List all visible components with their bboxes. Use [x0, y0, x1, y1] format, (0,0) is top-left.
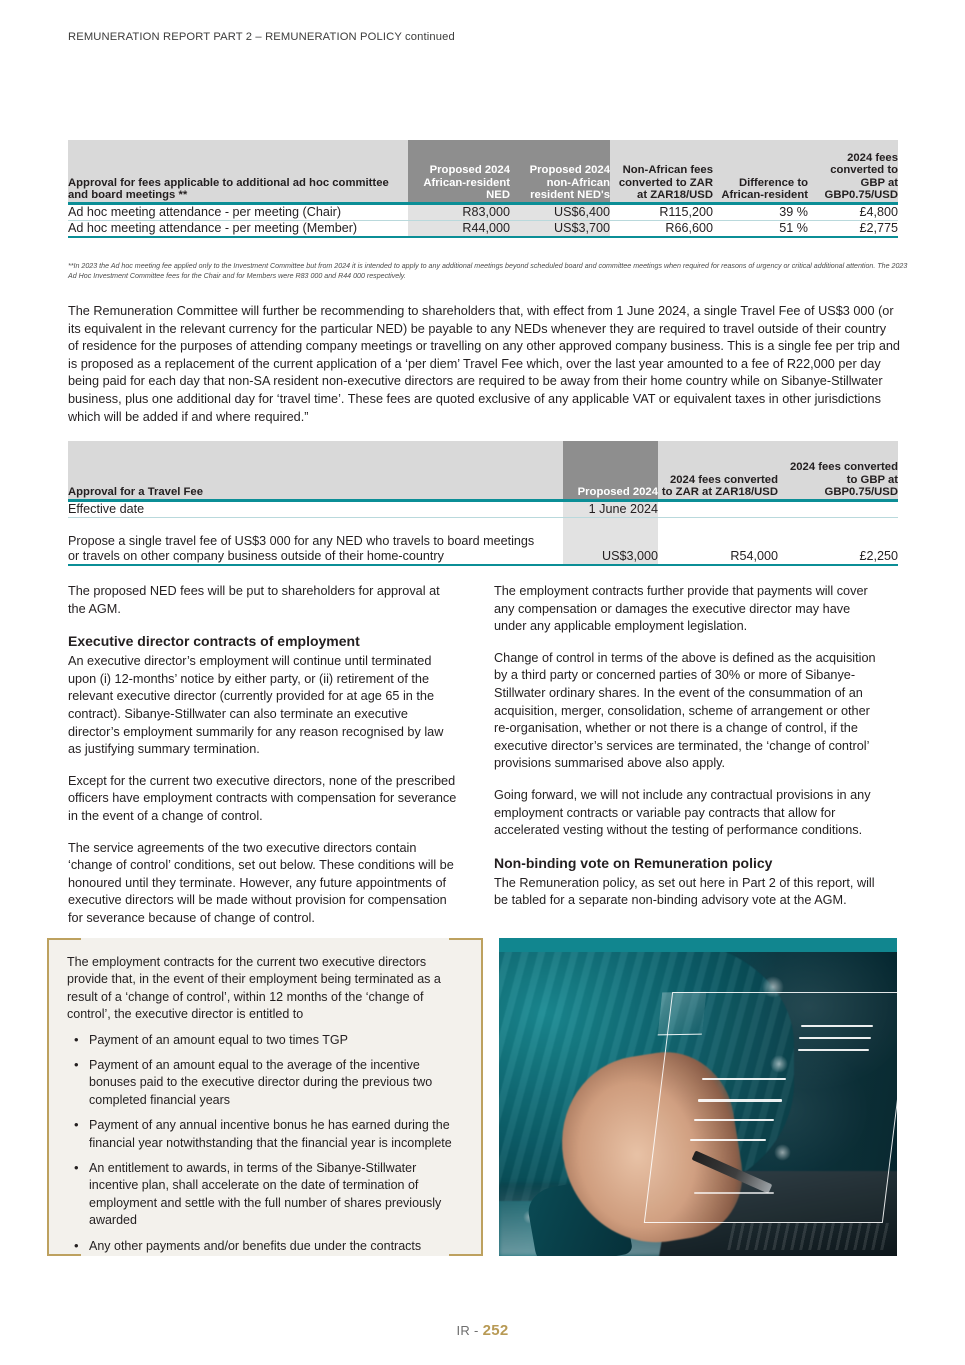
list-item: • Any other payments and/or benefits due under the contracts: [67, 1238, 465, 1255]
cell-travel-fee-gbp: £2,250: [859, 549, 898, 563]
table-row: [68, 502, 898, 517]
right-paragraph-3: Going forward, we will not include any contractual provisions in any employment contracts or variable pay contracts that allow for accelerated vesting without the testing of performance conditions.: [494, 787, 871, 838]
cell-adhoc-member-label: Ad hoc meeting attendance - per meeting (Member): [68, 221, 358, 235]
right-paragraph-4: The Remuneration policy, as set out here in Part 2 of this report, will be tabled for a separate non-binding advisory vote at the AGM.: [494, 875, 875, 908]
callout-border-right: [481, 938, 483, 1256]
cell-effective-date-label: Effective date: [68, 502, 145, 516]
callout-corner-bottom-left: [47, 1222, 81, 1256]
header-approval-adhoc: Approval for fees applicable to additional ad hoc committee and board meetings **: [68, 140, 408, 202]
cell-adhoc-member-african: R44,000: [408, 221, 510, 236]
cell-adhoc-chair-african: R83,000: [408, 205, 510, 220]
callout-corner-bottom-right: [449, 1222, 483, 1256]
callout-lead-text: The employment contracts for the current two executive directors provide that, in the event of their employment being terminated as a result of a ‘change of control’, within 12 months of the ‘change of control’, the executive director is entitled to: [67, 955, 441, 1022]
folio-prefix: IR -: [456, 1323, 483, 1338]
cell-adhoc-member-non-african: US$3,700: [510, 221, 610, 236]
cell-effective-date-gbp: [778, 502, 898, 517]
heading-executive-director-contracts: Executive director contracts of employment: [68, 633, 360, 650]
left-paragraph-2: An executive director’s employment will continue until terminated upon (i) 12-months’ notice by either party, or (ii) retirement of the relevant executive director (currently provided for at age 65 in the contract). Sibanye-Stillwater can also terminate an executive director’s employment summarily for any reason recognised by law as justifying summary termination.: [68, 654, 444, 757]
callout-bullet-list: [67, 1032, 465, 1255]
change-of-control-callout: [47, 938, 483, 1256]
callout-corner-top-left: [47, 938, 81, 972]
cell-adhoc-chair-gbp: £4,800: [859, 205, 898, 219]
header-proposed-non-african-ned: Proposed 2024 non-African resident NED's: [510, 140, 610, 202]
table-adhoc-fees: [68, 140, 898, 238]
table-adhoc-footnote: **In 2023 the Ad hoc meeting fee applied only to the Investment Committee but from 2024 it is intended to apply to any additional meetings beyond scheduled board and committee meetings when required for reasons of urgency or critical additional attention. The 2023 Ad Hoc Investment Committee fees for the Chair and for Members were R83 000 and R44 000 respectively.: [68, 262, 908, 281]
cell-adhoc-chair-non-african: US$6,400: [510, 205, 610, 220]
table-row: [68, 518, 898, 564]
folio-page-number: 252: [482, 1322, 509, 1339]
list-item: • Payment of an amount equal to two times TGP: [67, 1032, 465, 1049]
cell-travel-fee-zar: R54,000: [730, 549, 778, 563]
right-paragraph-1: The employment contracts further provide that payments will cover any compensation or damages the executive director may have under any applicable employment legislation.: [494, 584, 868, 634]
intro-paragraph: The Remuneration Committee will further be recommending to shareholders that, with effect from 1 June 2024, a single Travel Fee of US$3 000 (or its equivalent in the relevant currency for the particular NED) be payable to any NEDs whenever they are required to travel outside of their country of residence for the purposes of attending company meetings or travelling on any other approved company business. This is a single fee per trip and is proposed as a replacement of the current application of a ‘per diem’ Travel Fee which, over the last year amounted to a fee of R22,000 per day being paid for each day that non-SA resident non-executive directors are required to be away from their home country while on Sibanye-Stillwater business, plus one additional day for ‘travel time’. These fees are quoted exclusive of any applicable VAT or equivalent taxes in other jurisdictions which will be added if and where required.”: [68, 304, 900, 424]
cell-effective-date-proposed: 1 June 2024: [563, 502, 658, 517]
header-converted-zar: Non-African fees converted to ZAR at ZAR18/USD: [610, 140, 713, 202]
list-item: • Payment of an amount equal to the average of the incentive bonuses paid to the executive director during the previous two completed financial years: [67, 1057, 465, 1109]
heading-non-binding-vote: Non-binding vote on Remuneration policy: [494, 854, 773, 871]
left-paragraph-4: The service agreements of the two executive directors contain ‘change of control’ conditions, set out below. These conditions will be honoured until they terminate. However, any future appointments of executive directors will be made without provision for compensation for severance because of change of control.: [68, 840, 454, 925]
header-approval-travel: Approval for a Travel Fee: [68, 441, 563, 499]
photo-teal-band: [499, 938, 897, 952]
cell-adhoc-member-zar: R66,600: [665, 221, 713, 235]
table-adhoc-header-row: [68, 140, 898, 202]
cell-travel-fee-label: Propose a single travel fee of US$3 000 for any NED who travels to board meetings or travels on other company business outside of their home-country: [68, 534, 535, 563]
document-fold-corner: [658, 991, 706, 1034]
callout-corner-top-right: [449, 938, 483, 972]
header-travel-zar: 2024 fees converted to ZAR at ZAR18/USD: [658, 441, 778, 499]
header-travel-gbp: 2024 fees converted to GBP at GBP0.75/USD: [778, 441, 898, 499]
document-text-line: [799, 1037, 871, 1039]
document-text-line: [698, 1099, 782, 1101]
teal-rule-bottom: [68, 236, 898, 238]
page-footer: [0, 1322, 965, 1339]
photo-scene: [499, 952, 897, 1256]
table-row: [68, 205, 898, 220]
callout-border-left: [47, 938, 49, 1256]
cell-adhoc-member-difference: 51 %: [779, 221, 808, 235]
table-travel-bottom-rule: [68, 564, 898, 566]
left-paragraph-1: The proposed NED fees will be put to shareholders for approval at the AGM.: [68, 584, 440, 616]
cell-adhoc-chair-label: Ad hoc meeting attendance - per meeting (Chair): [68, 205, 342, 219]
table-travel-fee: [68, 441, 898, 566]
list-item: • Payment of any annual incentive bonus he has earned during the financial year notwithstanding that the financial year is incomplete: [67, 1117, 465, 1152]
table-adhoc-bottom-rule: [68, 236, 898, 238]
teal-rule-bottom: [68, 564, 898, 566]
document-text-line: [690, 1139, 766, 1141]
cell-effective-date-zar: [658, 502, 778, 517]
list-item: • An entitlement to awards, in terms of the Sibanye-Stillwater incentive plan, shall accelerate on the date of termination of employment and settle with the full number of shares previously awarded: [67, 1160, 465, 1230]
document-text-line: [801, 1025, 873, 1027]
left-paragraph-3: Except for the current two executive directors, none of the prescribed officers have employment contracts with compensation for severance in the event of a change of control.: [68, 773, 457, 823]
cell-adhoc-chair-difference: 39 %: [779, 205, 808, 219]
left-column: [68, 583, 460, 942]
table-row: [68, 221, 898, 236]
laptop-keyboard: [727, 1223, 892, 1250]
illustration-photo: [499, 938, 897, 1256]
document-text-line: [694, 1192, 774, 1193]
right-column: [494, 583, 886, 924]
header-travel-proposed: Proposed 2024: [563, 441, 658, 499]
header-difference: Difference to African-resident: [713, 140, 808, 202]
running-head: REMUNERATION REPORT PART 2 – REMUNERATION POLICY continued: [68, 31, 455, 43]
table-travel-header-row: [68, 441, 898, 499]
cell-adhoc-member-gbp: £2,775: [859, 221, 898, 235]
header-converted-gbp: 2024 fees converted to GBP at GBP0.75/USD: [808, 140, 898, 202]
header-proposed-african-ned: Proposed 2024 African-resident NED: [408, 140, 510, 202]
right-paragraph-2: Change of control in terms of the above is defined as the acquisition by a third party or concerned parties of 30% or more of Sibanye-Stillwater ordinary shares. In the event of the consummation of an acquisition, merger, consolidation, scheme of arrangement or other re-organisation, whether or not there is a change of control, if the executive director’s services are terminated, the ‘change of control’ provisions summarised above also apply.: [494, 650, 876, 771]
cell-adhoc-chair-zar: R115,200: [659, 205, 713, 219]
cell-travel-fee-proposed: US$3,000: [563, 518, 658, 564]
